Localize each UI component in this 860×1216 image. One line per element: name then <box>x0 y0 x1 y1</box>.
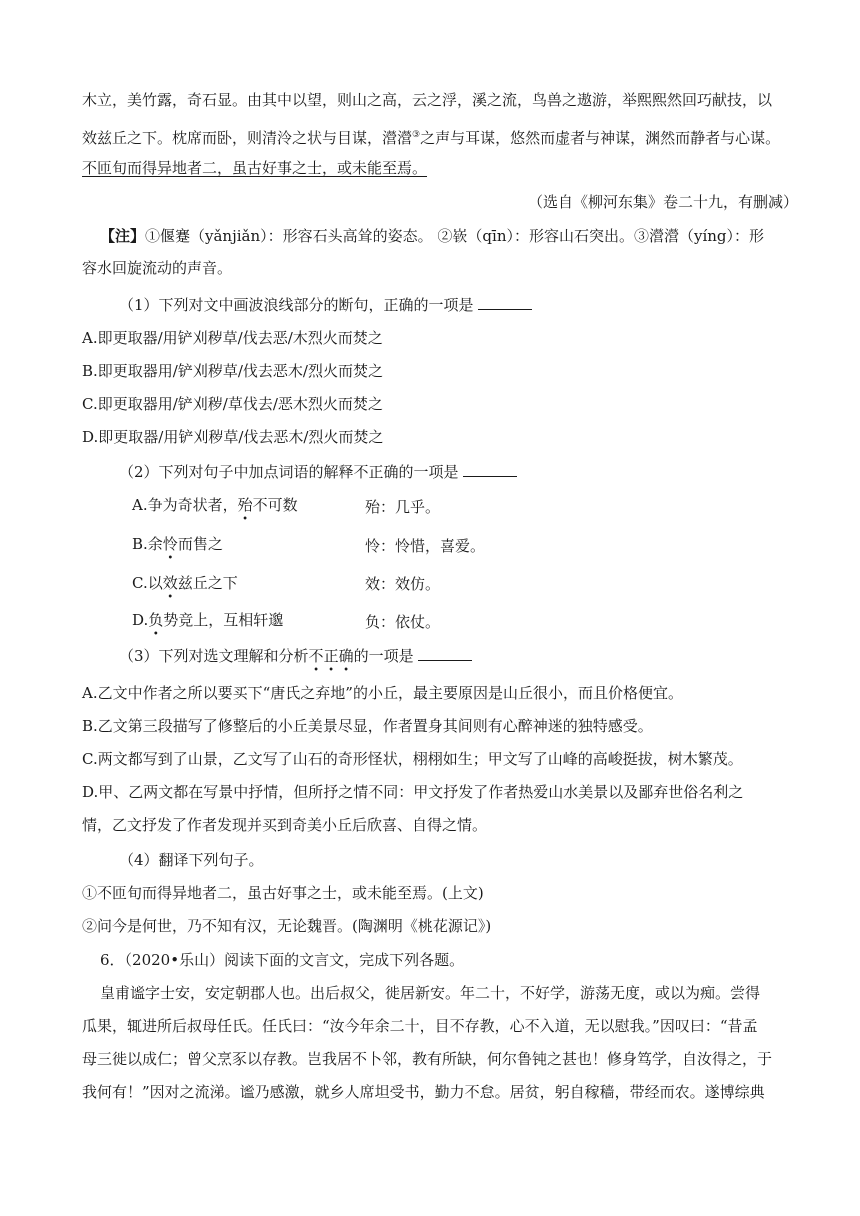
note-label: 【注】 <box>100 227 146 245</box>
q4-stem: （4）翻译下列句子。 <box>119 851 264 869</box>
q2-d-dotted-word: 负 <box>148 611 164 629</box>
q2-b-pre: B.余 <box>132 535 163 553</box>
q2-option-d <box>132 610 283 630</box>
q2-c-dotted-word: 效 <box>162 574 178 592</box>
q2-stem <box>119 462 517 482</box>
q3-stem-post: 的一项是 <box>353 647 414 665</box>
q3-answer-blank[interactable] <box>418 646 472 661</box>
q2-d-post: 势竞上，互相轩邈 <box>163 611 284 629</box>
q4-item-1: ①不匝旬而得异地者二，虽古好事之士，或未能至焉。(上文) <box>82 884 484 902</box>
q2-b-dotted-word: 怜 <box>162 535 178 553</box>
q2-a-pre: A.争为奇状者， <box>132 496 238 514</box>
note-line-1 <box>100 226 764 246</box>
passage-line-2-b: 之声与耳谋，悠然而虚者与神谋，渊然而静者与心谋。 <box>420 129 781 147</box>
q2-option-c-explanation: 效：效仿。 <box>365 575 441 593</box>
q6-para-line-1: 皇甫谧字士安，安定朝郡人也。出后叔父，徙居新安。年二十，不好学，游荡无度，或以为痴。尝得 <box>100 984 761 1002</box>
q2-option-b-explanation: 怜：怜惜，喜爱。 <box>365 537 486 555</box>
q3-stem <box>119 646 472 666</box>
q1-option-b: B.即更取器用/铲刈秽草/伐去恶木/烈火而焚之 <box>82 362 383 380</box>
q6-para-line-3: 母三徙以成仁；曾父烹豕以存教。岂我居不卜邻，教有所缺，何尔鲁钝之甚也！修身笃学，自汝得之，于 <box>82 1050 773 1068</box>
q1-option-c: C.即更取器用/铲刈秽/草伐去/恶木烈火而焚之 <box>82 395 383 413</box>
passage-line-1: 木立，美竹露，奇石显。由其中以望，则山之高，云之浮，溪之流，鸟兽之遨游，举熙熙然回巧献技，以 <box>82 91 773 109</box>
q2-option-a <box>132 495 298 515</box>
q2-option-d-explanation: 负：依仗。 <box>365 613 441 631</box>
note-line-2: 容水回旋流动的声音。 <box>82 259 233 277</box>
q1-answer-blank[interactable] <box>478 295 532 310</box>
passage-line-2 <box>82 128 781 148</box>
q2-c-post: 兹丘之下 <box>177 574 238 592</box>
q2-option-a-explanation: 殆：几乎。 <box>365 498 441 516</box>
q2-option-c <box>132 573 238 593</box>
q3-dotted-char-2: 正 <box>323 647 339 665</box>
underlined-sentence: 不匝旬而得异地者二，虽古好事之士，或未能至焉。 <box>82 159 428 177</box>
q2-d-pre: D. <box>132 611 149 629</box>
q1-option-d: D.即更取器/用铲刈秽草/伐去恶木/烈火而焚之 <box>82 428 384 446</box>
q2-c-pre: C.以 <box>132 574 163 592</box>
q4-item-2: ②问今是何世，乃不知有汉，无论魏晋。(陶渊明《桃花源记》) <box>82 917 492 935</box>
q3-option-a: A.乙文中作者之所以要买下“唐氏之弃地”的小丘，最主要原因是山丘很小，而且价格便宜。 <box>82 684 683 702</box>
q3-option-d-continued: 情，乙文抒发了作者发现并买到奇美小丘后欣喜、自得之情。 <box>82 816 488 834</box>
footnote-marker-3: ③ <box>412 130 421 140</box>
q6-para-line-2: 瓜果，辄进所后叔母任氏。任氏曰：“汝今年余二十，目不存教，心不入道，无以慰我。”因叹曰：“昔孟 <box>82 1017 758 1035</box>
q3-option-b: B.乙文第三段描写了修整后的小丘美景尽显，作者置身其间则有心醉神迷的独特感受。 <box>82 717 653 735</box>
q2-b-post: 而售之 <box>177 535 223 553</box>
passage-line-3 <box>82 158 778 178</box>
q6-para-line-4: 我何有！”因对之流涕。谧乃感激，就乡人席坦受书，勤力不怠。居贫，躬自稼穑，带经而农。遂博综典 <box>82 1083 765 1101</box>
q2-answer-blank[interactable] <box>463 462 517 477</box>
q3-dotted-char-3: 确 <box>338 647 354 665</box>
q3-option-c: C.两文都写到了山景，乙文写了山石的奇形怪状，栩栩如生；甲文写了山峰的高峻挺拔，树木繁茂。 <box>82 750 743 768</box>
note-line-1-text: ①偃蹇（yǎnjiǎn）：形容石头高耸的姿态。 ②嵚（qīn）：形容山石突出。③瀯瀯（yíng）：形 <box>145 227 765 245</box>
q2-a-post: 不可数 <box>252 496 298 514</box>
q3-dotted-char-1: 不 <box>308 647 324 665</box>
passage-source: （选自《柳河东集》卷二十九，有删减） <box>527 193 798 211</box>
q6-stem: 6．（2020•乐山）阅读下面的文言文，完成下列各题。 <box>100 951 465 969</box>
q2-option-b <box>132 534 223 554</box>
q2-a-dotted-word: 殆 <box>237 496 253 514</box>
q3-stem-pre: （3）下列对选文理解和分析 <box>119 647 309 665</box>
q1-stem-text: （1）下列对文中画波浪线部分的断句，正确的一项是 <box>119 296 474 314</box>
q1-option-a: A.即更取器/用铲刈秽草/伐去恶/木烈火而焚之 <box>82 329 383 347</box>
q1-stem <box>119 295 532 315</box>
passage-line-2-a: 效兹丘之下。枕席而卧，则清泠之状与目谋，瀯瀯 <box>82 129 413 147</box>
q3-option-d: D.甲、乙两文都在写景中抒情，但所抒之情不同：甲文抒发了作者热爱山水美景以及鄙弃世俗名利之 <box>82 783 744 801</box>
q2-stem-text: （2）下列对句子中加点词语的解释不正确的一项是 <box>119 463 459 481</box>
